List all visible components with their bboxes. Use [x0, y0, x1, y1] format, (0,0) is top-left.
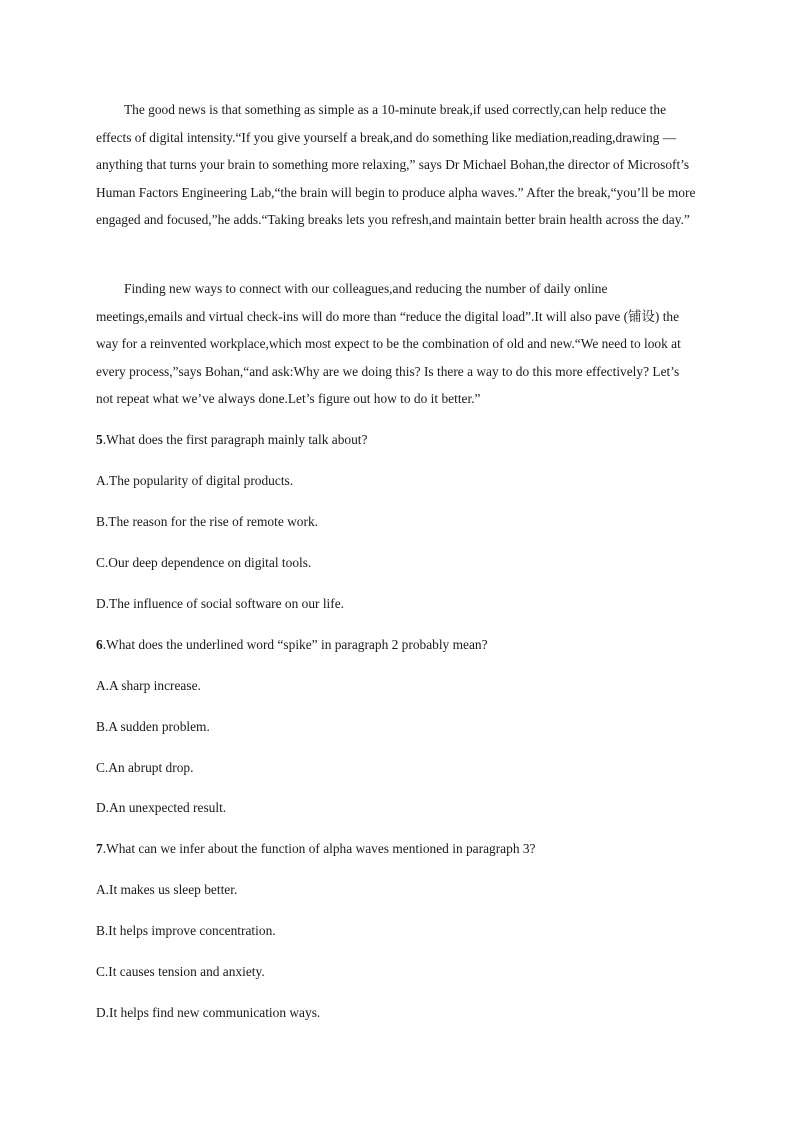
question-5-stem — [96, 430, 716, 450]
question-6-stem — [96, 635, 716, 655]
question-number: 5 — [96, 432, 103, 447]
question-5-option-c: C.Our deep dependence on digital tools. — [96, 555, 312, 570]
question-text: .What does the first paragraph mainly talk about? — [102, 432, 368, 447]
question-7-stem — [96, 839, 716, 859]
question-7-option-a: A.It makes us sleep better. — [96, 882, 238, 897]
question-5-option-a: A.The popularity of digital products. — [96, 473, 294, 488]
question-number: 7 — [96, 841, 103, 856]
paragraph-2-text: Finding new ways to connect with our colleagues,and reducing the number of daily online meetings,emails and virtual check-ins will do more than “reduce the digital load”.It will also pave (铺设) the way for a reinvented workplace,which most expect to be the combination of old and new.“We need to look at every process,”says Bohan,“and ask:Why are we doing this? Is there a way to do this more effectively? Let’s not repeat what we’ve always done.Let’s figure out how to do it better.” — [96, 281, 681, 406]
question-6-option-d: D.An unexpected result. — [96, 800, 227, 815]
paragraph-1 — [96, 96, 696, 234]
question-6-option-a: A.A sharp increase. — [96, 678, 201, 693]
question-6-option-c: C.An abrupt drop. — [96, 760, 194, 775]
question-7-option-d: D.It helps find new communication ways. — [96, 1005, 321, 1020]
question-text: .What does the underlined word “spike” in paragraph 2 probably mean? — [102, 637, 488, 652]
question-5-option-b: B.The reason for the rise of remote work. — [96, 514, 318, 529]
question-number: 6 — [96, 637, 103, 652]
question-7-option-c: C.It causes tension and anxiety. — [96, 964, 265, 979]
question-7-option-b: B.It helps improve concentration. — [96, 923, 276, 938]
paragraph-1-text: The good news is that something as simple as a 10-minute break,if used correctly,can help reduce the effects of digital intensity.“If you give yourself a break,and do something like mediation,reading,drawing —anything that turns your brain to something more relaxing,” says Dr Michael Bohan,the director of Microsoft’s Human Factors Engineering Lab,“the brain will begin to produce alpha waves.” After the break,“you’ll be more engaged and focused,”he adds.“Taking breaks lets you refresh,and maintain better brain health across the day.” — [96, 102, 696, 227]
paragraph-2 — [96, 275, 696, 413]
question-6-option-b: B.A sudden problem. — [96, 719, 210, 734]
question-text: .What can we infer about the function of alpha waves mentioned in paragraph 3? — [102, 841, 536, 856]
question-5-option-d: D.The influence of social software on our life. — [96, 596, 345, 611]
